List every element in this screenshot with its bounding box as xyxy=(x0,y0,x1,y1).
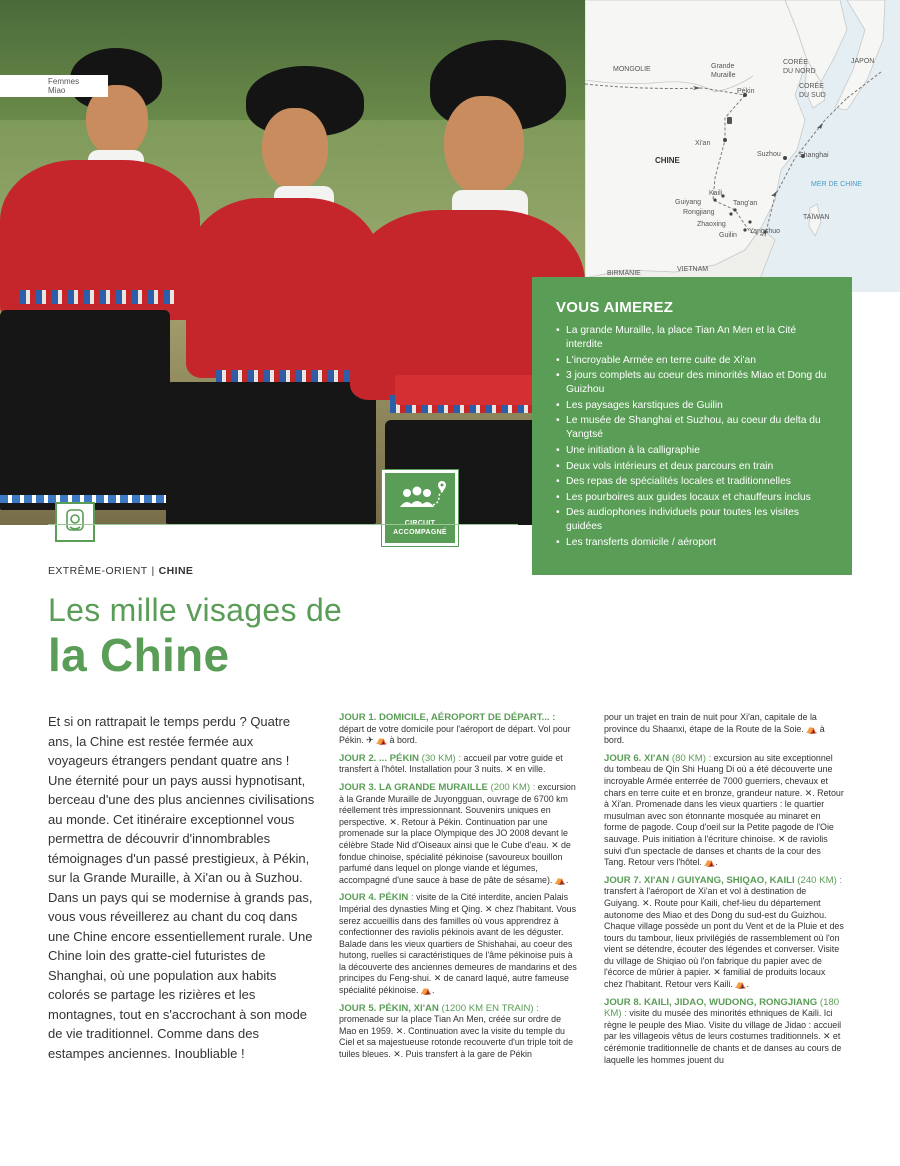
map-label-guiyang: Guiyang xyxy=(675,199,702,206)
day-distance: (30 KM) : xyxy=(418,752,462,764)
day-body: visite de la Cité interdite, ancien Palais Impérial des dynasties Ming et Qing. ✕ chez l'habitant. Vous serez accueillis dans des familles où vous apprendrez à confectionner des raviolis pékinois avant de les déguster. Balade dans les vieux quartiers de Shishahai, au coeur des hutong, ruelles si caractéristiques de l'âme pékinoise puis à la découverte des anciennes demeures de mandarins et des principes du Feng-shui. ✕ de canard laqué, autre fameuse spécialité pékinoise. ⛺. xyxy=(339,892,577,996)
day-heading-text: JOUR 2. ... PÉKIN xyxy=(339,752,419,764)
highlight-item: • Des audiophones individuels pour toutes les visites guidées xyxy=(556,506,830,534)
highlights-title: VOUS AIMEREZ xyxy=(556,299,674,316)
day-heading-text: JOUR 7. XI'AN / GUIYANG, SHIQAO, KAILI xyxy=(604,874,795,886)
photo-caption: Femmes Miao xyxy=(0,75,108,97)
audio-guide-icon xyxy=(62,507,88,538)
day-distance: (200 KM) : xyxy=(487,781,536,793)
highlight-item: • Deux vols intérieurs et deux parcours en train xyxy=(556,460,830,474)
hero-photo xyxy=(0,0,585,525)
highlight-item: • L'incroyable Armée en terre cuite de Xi'an xyxy=(556,354,830,368)
itinerary-day-2 xyxy=(339,753,579,776)
day-heading xyxy=(339,1003,539,1014)
day-body: pour un trajet en train de nuit pour Xi'an, capitale de la province du Shaanxi, étape de la Route de la Soie. ⛺ à bord. xyxy=(604,712,825,746)
day-heading: JOUR 1. DOMICILE, AÉROPORT DE DÉPART... : xyxy=(339,712,556,723)
itinerary-day-3 xyxy=(339,782,579,886)
day-body: promenade sur la place Tian An Men, créée sur ordre de Mao en 1959. ✕. Continuation avec la visite du temple du Ciel et sa majestueuse rotonde recouverte d'un triple toit de tuiles bleues. ✕. Puis transfert à la gare de Pékin xyxy=(339,1014,574,1060)
itinerary-day-8 xyxy=(604,997,844,1067)
itinerary-day-4 xyxy=(339,892,579,996)
breadcrumb-country: CHINE xyxy=(158,565,194,577)
day-distance: (1200 KM EN TRAIN) : xyxy=(438,1002,539,1014)
map-label-chine: CHINE xyxy=(655,156,680,165)
day-body: transfert à l'aéroport de Xi'an et vol à destination de Guiyang. ✕. Route pour Kaili, chef-lieu du département autonome des Miao et des Dong du sud-est du Guizhou. Chaque village possède un pont du Vent et de la Pluie et des tours du tambour, lieux privilégiés de rassemblement où l'on vient se détendre, écouter des légendes et converser. Visite du village de Shiqiao où l'on fabrique du papier avec de l'écorce de mûrier à papier. ✕ familial de produits locaux chez l'habitant. Retour vers Kaili. ⛺. xyxy=(604,886,844,990)
map-label-birmanie: BIRMANIE xyxy=(607,270,641,277)
highlight-item: • La grande Muraille, la place Tian An Men et la Cité interdite xyxy=(556,324,830,352)
day-heading-text: JOUR 3. LA GRANDE MURAILLE xyxy=(339,781,488,793)
page-title-line1: Les mille visages de xyxy=(48,592,343,628)
map-label-pekin: Pékin xyxy=(737,88,755,95)
day-heading xyxy=(604,753,711,764)
breadcrumb-separator: | xyxy=(151,565,155,577)
map-label-kaili: Kaili xyxy=(709,190,723,197)
day-heading-text: JOUR 8. KAILI, JIDAO, WUDONG, RONGJIANG xyxy=(604,996,818,1008)
map-label-vietnam: VIETNAM xyxy=(677,266,709,273)
day-heading xyxy=(339,782,535,793)
map-label-coree-sud: CORÉE DU SUD xyxy=(799,83,826,99)
map-label-yangshuo: Yangshuo xyxy=(749,228,781,235)
itinerary-day-5-continued xyxy=(604,712,844,747)
day-body: excursion à la Grande Muraille de Juyongguan, ouvrage de 6700 km réellement très impressionnant. Souvenirs uniques en perspective. ✕. Retour à Pékin. Continuation par une promenade sur la place Olympique des JO 2008 devant le célèbre Stade Nid d'Oiseaux ainsi que le Cube d'eau. ✕ de fondue chinoise, spécialité pékinoise (savoureux bouillon parfumé dans lequel on plonge viande et légumes, accompagné d'une sauce à base de pâte de sésame). ⛺. xyxy=(339,781,576,885)
breadcrumb xyxy=(48,565,193,577)
day-heading xyxy=(604,875,842,886)
day-heading-text: JOUR 4. PÉKIN xyxy=(339,892,409,904)
map-shapes xyxy=(585,0,900,292)
itinerary-day-7 xyxy=(604,875,844,991)
day-heading xyxy=(339,753,461,764)
map-label-japon: JAPON xyxy=(851,58,875,65)
map-label-mongolie: MONGOLIE xyxy=(613,66,651,73)
highlights-list xyxy=(556,324,830,550)
intro-paragraph: Et si on rattrapait le temps perdu ? Quatre ans, la Chine est restée fermée aux voyageurs étrangers pendant quatre ans ! Une éternité pour un pays aussi hypnotisant, berceau d'une des plus anciennes civilisations au monde. Cet itinéraire exceptionnel vous permettra de découvrir d'innombrables témoignages d'un passé prestigieux, à Pékin, sur la Grande Muraille, à Xi'an ou à Suzhou. Dans un pays qui se modernise à grands pas, vous vous réveillerez au chant du coq dans une Chine encore essentiellement rurale. Une Chine loin des gratte-ciel futuristes de Shanghai, où une population aux habits colorés se partage les rizières et les montagnes, tout en s'accrochant à son mode de vie traditionnel. Comme dans des estampes anciennes. Inoubliable ! xyxy=(48,714,315,1061)
itinerary-day-5 xyxy=(339,1003,579,1061)
highlight-item: • Une initiation à la calligraphie xyxy=(556,444,830,458)
route-map xyxy=(585,0,900,292)
circuit-label-line2: ACCOMPAGNÉ xyxy=(393,529,447,536)
highlight-item: • 3 jours complets au coeur des minorités Miao et Dong du Guizhou xyxy=(556,369,830,397)
highlight-item: • Les transferts domicile / aéroport xyxy=(556,536,830,550)
map-label-guilin: Guilin xyxy=(719,232,737,239)
itinerary-column-2 xyxy=(604,712,844,1072)
highlight-item: • Le musée de Shanghai et Suzhou, au coeur du delta du Yangtsé xyxy=(556,414,830,442)
day-heading-text: JOUR 6. XI'AN xyxy=(604,752,670,764)
map-label-coree-nord: CORÉE DU NORD xyxy=(783,59,816,75)
map-label-grande-muraille: Grande Muraille xyxy=(711,63,736,79)
divider-line xyxy=(48,524,518,525)
day-heading-text: JOUR 5. PÉKIN, XI'AN xyxy=(339,1002,439,1014)
highlights-box xyxy=(532,277,852,575)
highlight-item: • Des repas de spécialités locales et traditionnelles xyxy=(556,475,830,489)
itinerary-column-1 xyxy=(339,712,579,1067)
map-label-shanghai: Shanghai xyxy=(799,152,829,159)
itinerary-day-6 xyxy=(604,753,844,869)
map-label-suzhou: Suzhou xyxy=(757,151,781,158)
group-route-icon xyxy=(393,479,449,520)
day-heading xyxy=(339,892,414,903)
circuit-accompagne-badge xyxy=(382,470,458,546)
day-body: départ de votre domicile pour l'aéroport de départ. Vol pour Pékin. ✈ ⛺ à bord. xyxy=(339,723,571,746)
day-body: accueil par votre guide et transfert à l'hôtel. Installation pour 3 nuits. ✕ en ville. xyxy=(339,752,563,775)
map-label-zhaoxing: Zhaoxing xyxy=(697,221,726,228)
day-distance: : xyxy=(408,892,414,904)
map-label-xian: Xi'an xyxy=(695,140,711,147)
page-title-line2: la Chine xyxy=(48,629,230,681)
day-distance: (180 KM) : xyxy=(604,996,840,1020)
day-distance: (80 KM) : xyxy=(669,752,712,764)
map-label-tangan: Tang'an xyxy=(733,200,758,207)
map-label-taiwan: TAÏWAN xyxy=(803,214,830,221)
map-label-mer-de-chine: MER DE CHINE xyxy=(811,181,862,188)
highlight-item: • Les paysages karstiques de Guilin xyxy=(556,399,830,413)
day-distance: (240 KM) : xyxy=(794,874,843,886)
itinerary-day-1 xyxy=(339,712,579,747)
map-label-rongjiang: Rongjiang xyxy=(683,209,715,216)
day-body: excursion au site exceptionnel du tombeau de Qin Shi Huang Di où a été découverte une incroyable Armée enterrée de 7000 guerriers, chevaux et chars en terre cuite et en bronze, grandeur nature. ✕. Retour à Xi'an. Promenade dans les vieux quartiers : le quartier musulman avec son étonnante mosquée au minaret en forme de pagode. Coup d'oeil sur la Petite pagode de l'Oie sauvage. Puis initiation à l'écriture chinoise. ✕ de raviolis suivi d'un spectacle de danses et chants de la cour des Tang. Retour vers l'hôtel. ⛺. xyxy=(604,752,844,868)
highlight-item: • Les pourboires aux guides locaux et chauffeurs inclus xyxy=(556,491,830,505)
audio-guide-badge xyxy=(55,502,95,542)
day-body: visite du musée des minorités ethniques de Kaili. Ici règne le peuple des Miao. Visite du village de Jidao : accueil par les villageois vêtus de leurs costumes traditionnels. ✕ et cérémonie traditionnelle de chants et de danses au cours de laquelle les hommes jouent du xyxy=(604,1008,842,1065)
breadcrumb-region: EXTRÊME-ORIENT xyxy=(48,565,148,577)
